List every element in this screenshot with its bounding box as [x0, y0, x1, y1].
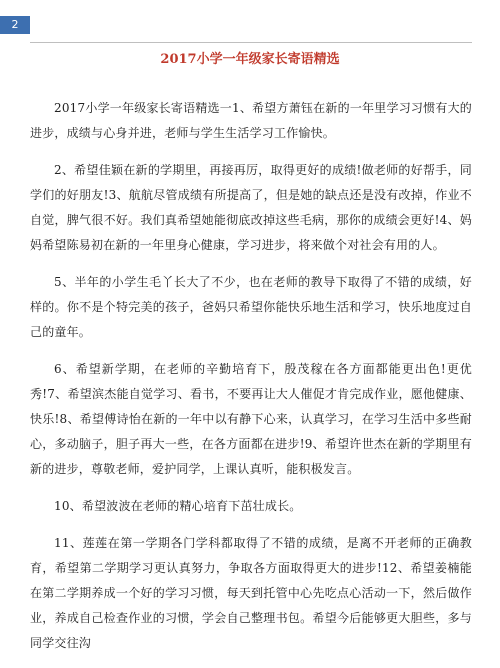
paragraph: 10、希望波波在老师的精心培育下茁壮成长。: [54, 499, 302, 513]
header-rule: [30, 42, 472, 43]
paragraph: 11、莲莲在第一学期各门学科都取得了不错的成绩，是离不开老师的正确教育，希望第二学期学习更认真努力，争取各方面取得更大的进步!12、希望姜楠能在第二学期养成一个好的学习习惯，每天到托管中心先吃点心活动一下，然后做作业，养成自己检查作业的习惯，学会自己整理书包。希望今后能够更大胆些，多与同学交往沟: [30, 536, 472, 650]
page-number-badge: 2: [0, 16, 30, 34]
document-body: [30, 96, 472, 668]
paragraph: 2017小学一年级家长寄语精选一1、希望方萧钰在新的一年里学习习惯有大的进步，成绩与心身并进，老师与学生生活学习工作愉快。: [30, 101, 472, 140]
document-title: 2017小学一年级家长寄语精选: [160, 52, 340, 67]
paragraph: 2、希望佳颖在新的学期里，再接再厉，取得更好的成绩!做老师的好帮手，同学们的好朋友!3、航航尽管成绩有所提高了，但是她的缺点还是没有改掉，作业不自觉，脾气很不好。我们真希望她能彻底改掉这些毛病，那你的成绩会更好!4、妈妈希望陈易初在新的一年里身心健康，学习进步，将来做个对社会有用的人。: [30, 163, 472, 252]
paragraph: 6、希望新学期，在老师的辛勤培育下，殷茂稼在各方面都能更出色!更优秀!7、希望滨杰能自觉学习、看书，不要再让大人催促才肯完成作业，愿他健康、快乐!8、希望傅诗怡在新的一年中以有静下心来，认真学习，在学习生活中多些耐心，多动脑子，胆子再大一些，在各方面都在进步!9、希望许世杰在新的学期里有新的进步，尊敬老师，爱护同学，上课认真听，能积极发言。: [30, 362, 472, 476]
paragraph: 5、半年的小学生毛丫长大了不少，也在老师的教导下取得了不错的成绩，好样的。你不是个特完美的孩子，爸妈只希望你能快乐地生活和学习，快乐地度过自己的童年。: [30, 275, 472, 339]
